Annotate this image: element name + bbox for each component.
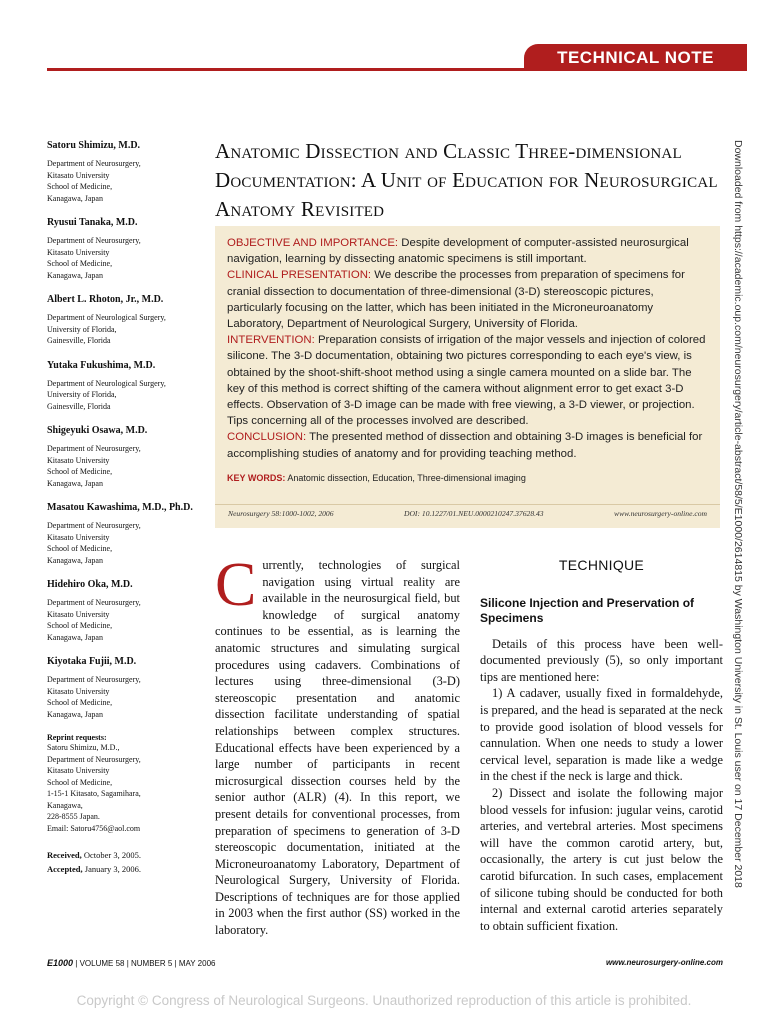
affiliation-line: Department of Neurosurgery, [47, 159, 141, 168]
page-number: E1000 [47, 958, 74, 968]
abstract-objective: OBJECTIVE AND IMPORTANCE: Despite development of computer-assisted neurosurgical navigation, learning by dissecting anatomic specimens is still important. [227, 237, 689, 266]
subsection-heading: Silicone Injection and Preservation of Specimens [480, 595, 695, 625]
body-column-right [480, 557, 723, 934]
affiliation-line: Department of Neurosurgery, [47, 675, 141, 684]
affiliation-line: Department of Neurosurgery, [47, 444, 141, 453]
affiliation-line: Kitasato University [47, 686, 110, 696]
affiliation-line: University of Florida, [47, 390, 117, 399]
author [47, 425, 207, 489]
reprint-line: 1-15-1 Kitasato, Sagamihara, [47, 789, 141, 798]
affiliation-line: School of Medicine, [47, 621, 113, 630]
affiliation-line: Kanagawa, Japan [47, 555, 103, 565]
section-heading: TECHNIQUE [558, 557, 645, 573]
affiliation-line: School of Medicine, [47, 467, 113, 476]
affiliation-line: Kitasato University [47, 609, 110, 619]
reprint-line: Kanagawa, [47, 800, 83, 810]
citation: Neurosurgery 58:1000-1002, 2006 [228, 509, 334, 518]
abstract-clinical: CLINICAL PRESENTATION: We describe the processes from preparation of specimens for cranial dissection to documentation of three-dimensional (3-D) stereoscopic pictures, particularly focusing on the latter, which has been initiated in the Microneuroanatomy Laboratory, Department of Neurological Surgery, University of Florida. [227, 269, 685, 331]
author-name: Shigeyuki Osawa, M.D. [47, 425, 148, 436]
author-affiliation [47, 443, 207, 489]
author-affiliation [47, 158, 207, 204]
affiliation-line: Department of Neurosurgery, [47, 598, 141, 607]
affiliation-line: Kitasato University [47, 170, 110, 180]
footer-website[interactable]: www.neurosurgery-online.com [605, 958, 723, 967]
author [47, 360, 207, 413]
author-name: Masatou Kawashima, M.D., Ph.D. [47, 502, 193, 513]
citation-bar [228, 509, 707, 518]
download-note-text: Downloaded from https://academic.oup.com/neurosurgery/article-abstract/58/5/E1000/2614815 by Washington University in St. Louis user on 17 December 2018 [732, 140, 744, 888]
paragraph: 1) A cadaver, usually fixed in formaldehyde, is prepared, and the head is separated at the neck to provide good isolation of blood vessels for cannulation. When one needs to study a lower cervical level, separation is made like a wedge in the chest if the neck is large and thick. [480, 686, 723, 784]
affiliation-line: University of Florida, [47, 324, 117, 334]
received-date: Received, October 3, 2005. [47, 850, 141, 860]
affiliation-line: Gainesville, Florida [47, 336, 111, 345]
reprint-line: 228-8555 Japan. [47, 812, 100, 821]
affiliation-line: Department of Neurological Surgery, [47, 313, 166, 322]
author-affiliation [47, 235, 207, 281]
keywords: KEY WORDS: Anatomic dissection, Education, Three-dimensional imaging [227, 472, 526, 483]
reprint-heading: Reprint requests: [47, 733, 107, 742]
issue-info: | VOLUME 58 | NUMBER 5 | MAY 2006 [75, 959, 216, 968]
author [47, 502, 207, 566]
author-affiliation [47, 312, 207, 347]
author [47, 656, 207, 720]
affiliation-line: Kanagawa, Japan [47, 632, 103, 642]
author-name: Albert L. Rhoton, Jr., M.D. [47, 294, 164, 305]
section-label: TECHNICAL NOTE [524, 44, 747, 71]
accepted-date: Accepted, January 3, 2006. [47, 864, 141, 874]
affiliation-line: School of Medicine, [47, 698, 113, 707]
abstract-conclusion: CONCLUSION: The presented method of dissection and obtaining 3-D images is beneficial for accomplishing studies of anatomy and for providing teaching method. [227, 431, 703, 460]
affiliation-line: Kitasato University [47, 247, 110, 257]
article-title: Anatomic Dissection and Classic Three-dimensional Documentation: A Unit of Education for Neurosurgical Anatomy Revisited [215, 139, 718, 221]
author-affiliation [47, 520, 207, 566]
author-name: Satoru Shimizu, M.D. [47, 140, 141, 151]
paragraph: Details of this process have been well-documented previously (5), so only important tips are mentioned here: [480, 636, 723, 684]
reprint-line: School of Medicine, [47, 777, 113, 787]
abstract-box [215, 226, 720, 528]
author [47, 294, 207, 347]
paragraph: 2) Dissect and isolate the following major blood vessels for infusion: jugular veins, carotid arteries, and vertebral arteries. Most specimens will have the common carotid artery, but, occasionally, the artery is cut just below the carotid bifurcation. In such cases, emplacement of silicone tubing should be conducted for both internal and external carotid arteries separately to obtain sufficient fixation. [480, 785, 723, 933]
author-affiliation [47, 378, 207, 413]
affiliation-line: Department of Neurosurgery, [47, 236, 141, 245]
affiliation-line: Kitasato University [47, 455, 110, 465]
author-name: Kiyotaka Fujii, M.D. [47, 656, 137, 667]
affiliation-line: School of Medicine, [47, 259, 113, 268]
copyright-watermark: Copyright © Congress of Neurological Surgeons. Unauthorized reproduction of this article is prohibited. [76, 993, 692, 1008]
affiliation-line: Kanagawa, Japan [47, 709, 103, 719]
affiliation-line: Kanagawa, Japan [47, 193, 103, 203]
affiliation-line: Gainesville, Florida [47, 401, 111, 411]
doi: DOI: 10.1227/01.NEU.0000210247.37628.43 [403, 509, 544, 518]
affiliation-line: Kanagawa, Japan [47, 478, 103, 488]
reprint-email[interactable]: Email: Satoru4756@aol.com [47, 823, 141, 833]
abstract-intervention: INTERVENTION: Preparation consists of irrigation of the major vessels and injection of colored silicone. The 3-D documentation, obtaining two pictures corresponding to each eye's view, is obtained by the shoot-shift-shoot method using a single camera mounted on a slide bar. The key of this method is correct shifting of the camera without alignment error to get exact 3-D effects. Observation of 3-D image can be made with free viewing, a 3-D viewer, or projection. Tips concerning all of the processes involved are described. [227, 334, 706, 428]
author-affiliation [47, 597, 207, 643]
journal-website[interactable]: www.neurosurgery-online.com [614, 509, 707, 518]
reprint-line: Satoru Shimizu, M.D., [47, 743, 120, 752]
author-name: Ryusui Tanaka, M.D. [47, 217, 138, 228]
intro-paragraph: urrently, technologies of surgical navigation using virtual reality are available in the neurosurgical field, but knowledge of surgical anatomy continues to be essential, as is learning the anatomic structures and simulating surgical procedures using cadavers. Combinations of lectures using three-dimensional (3-D) stereoscopic presentation and anatomic dissection facilitate understanding of spatial relationships between complex structures. Educational effects have been experienced by a large number of participants in recent microsurgical dissection courses held by the senior author (ALR) (4). In this report, we present details for conventional processes, from preparation of specimens to generation of 3-D stereoscopic documentation, initiated at the Microneuroanatomy Laboratory, Department of Neurological Surgery, University of Florida. Descriptions of techniques are for those applied in 2003 when the first author (SS) worked in the laboratory. [215, 558, 460, 938]
affiliation-line: School of Medicine, [47, 182, 113, 191]
reprint-line: Kitasato University [47, 766, 110, 775]
body-column-left [215, 551, 460, 939]
author-name: Hidehiro Oka, M.D. [47, 579, 133, 590]
author-name: Yutaka Fukushima, M.D. [47, 359, 156, 371]
page-footer [47, 958, 215, 968]
drop-cap: C [215, 551, 257, 619]
reprint-line: Department of Neurosurgery, [47, 754, 141, 764]
affiliation-line: Kanagawa, Japan [47, 270, 103, 280]
affiliation-line: School of Medicine, [47, 544, 113, 553]
author [47, 579, 207, 643]
author-column [47, 140, 207, 876]
abstract-divider [215, 504, 720, 505]
affiliation-line: Department of Neurological Surgery, [47, 378, 166, 388]
author-affiliation [47, 674, 207, 720]
reprint-address [47, 742, 207, 834]
affiliation-line: Kitasato University [47, 532, 110, 542]
affiliation-line: Department of Neurosurgery, [47, 521, 141, 530]
dates [47, 848, 207, 876]
download-note [734, 140, 754, 890]
author [47, 140, 207, 204]
author [47, 217, 207, 281]
